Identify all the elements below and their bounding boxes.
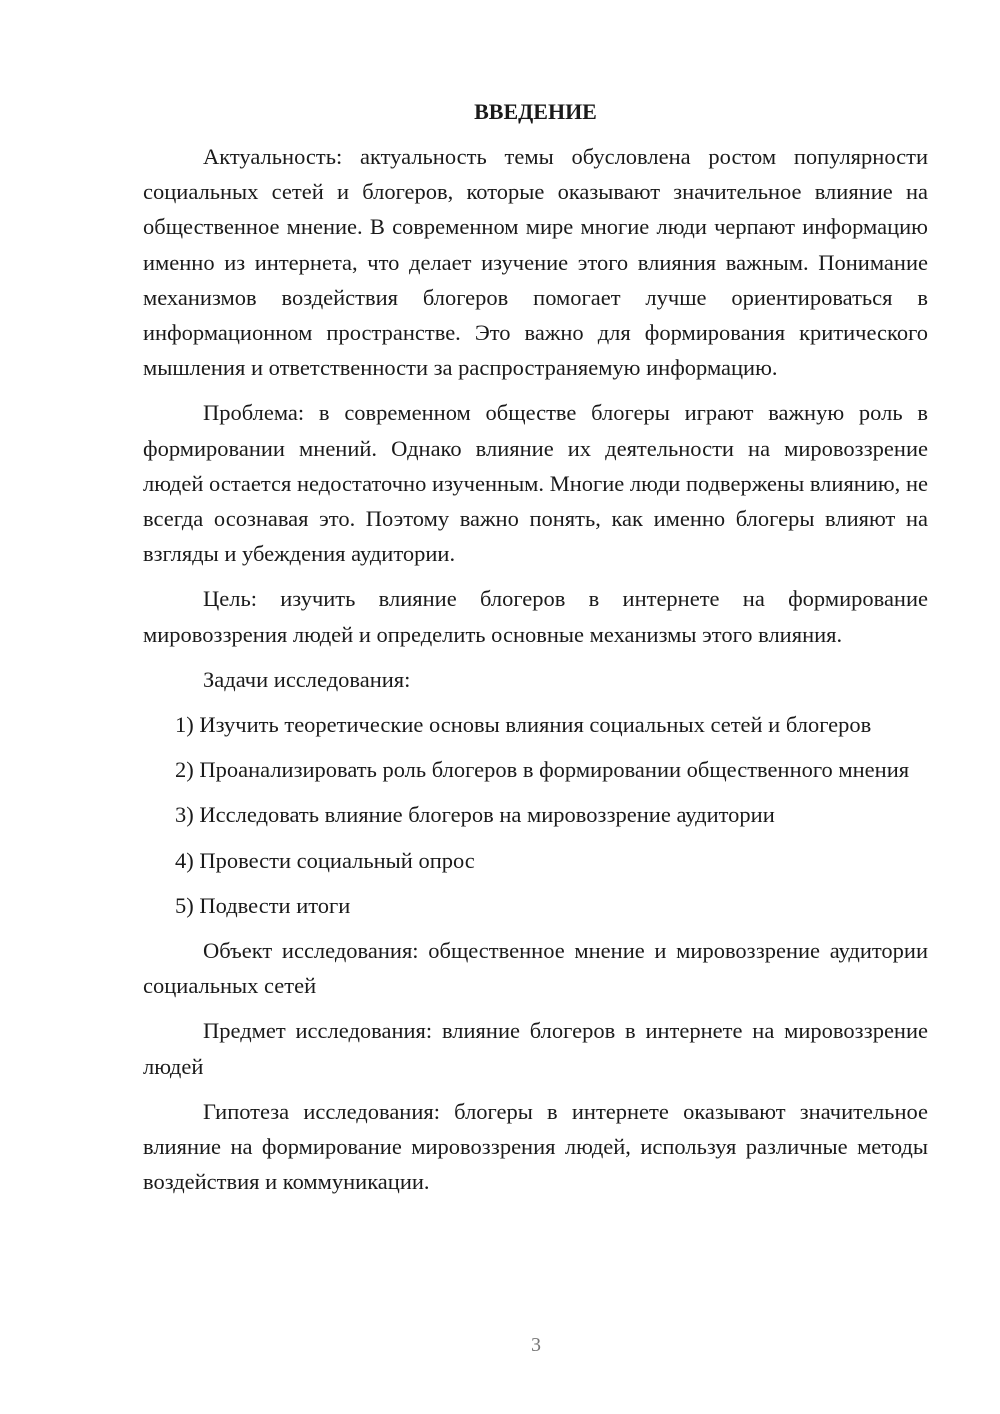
task-item-2: 2) Проанализировать роль блогеров в формировании общественного мнения: [175, 757, 910, 783]
task-item-4: 4) Провести социальный опрос: [175, 847, 475, 873]
task-item-3: 3) Исследовать влияние блогеров на мировоззрение аудитории: [175, 802, 775, 828]
tasks-list: [143, 707, 928, 923]
hypothesis-paragraph: Гипотеза исследования: блогеры в интернете оказывают значительное влияние на формирование мировоззрения людей, используя различные методы воздействия и коммуникации.: [143, 1098, 928, 1195]
problem-paragraph: Проблема: в современном обществе блогеры играют важную роль в формировании мнений. Однако влияние их деятельности на мировоззрение людей остается недостаточно изученным. Многие люди подвержены влиянию, не всегда осознавая это. Поэтому важно понять, как именно блогеры влияют на взгляды и убеждения аудитории.: [143, 400, 928, 567]
goal-paragraph: Цель: изучить влияние блогеров в интернете на формирование мировоззрения людей и определить основные механизмы этого влияния.: [143, 586, 928, 647]
section-title: ВВЕДЕНИЕ: [474, 99, 597, 124]
page-content: [143, 94, 928, 1209]
subject-paragraph: Предмет исследования: влияние блогеров в интернете на мировоззрение людей: [143, 1018, 928, 1079]
tasks-heading: Задачи исследования:: [203, 666, 411, 692]
task-item-5: 5) Подвести итоги: [175, 892, 351, 918]
object-paragraph: Объект исследования: общественное мнение и мировоззрение аудитории социальных сетей: [143, 938, 928, 999]
relevance-paragraph: Актуальность: актуальность темы обусловлена ростом популярности социальных сетей и блогеров, которые оказывают значительное влияние на общественное мнение. В современном мире многие люди черпают информацию именно из интернета, что делает изучение этого влияния важным. Понимание механизмов воздействия блогеров помогает лучше ориентироваться в информационном пространстве. Это важно для формирования критического мышления и ответственности за распространяемую информацию.: [143, 144, 928, 381]
task-item-1: 1) Изучить теоретические основы влияния социальных сетей и блогеров: [175, 712, 872, 738]
page-number: 3: [531, 1334, 541, 1356]
